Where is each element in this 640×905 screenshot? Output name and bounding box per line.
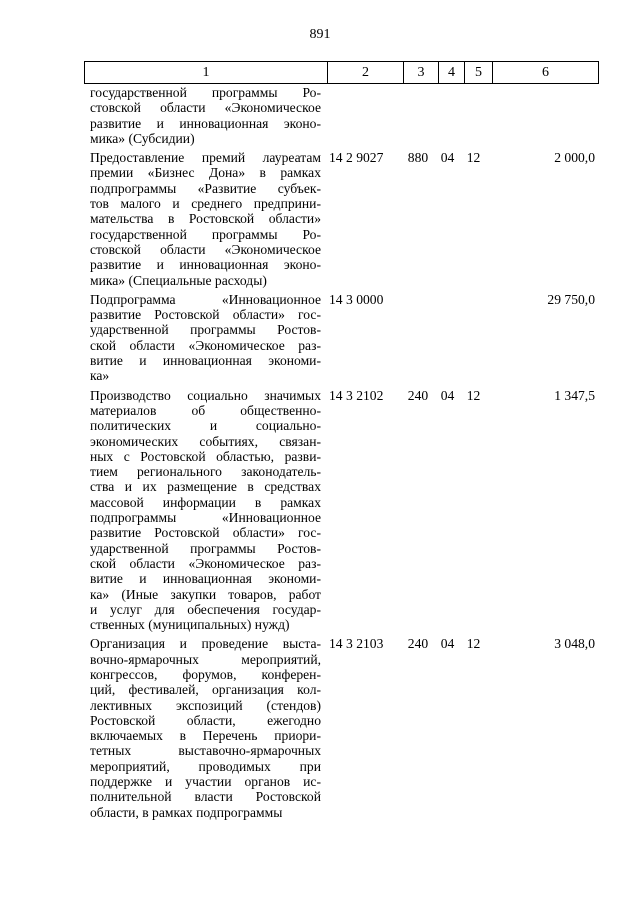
description-line: подпрограммы «Развитие субъек- [90,180,321,196]
table-row [84,636,599,820]
row-code: 14 3 0000 [329,291,384,307]
description-line: подпрограммы «Инновационное [90,510,321,526]
description-line: Подпрограмма «Инновационное [90,291,321,307]
description-line: Предоставление премий лауреатам [90,150,321,166]
description-line: полнительной власти Ростовской [90,789,321,805]
description-line: тием регионального законодатель- [90,464,321,480]
row-sum: 3 048,0 [554,636,595,652]
row-description [90,292,321,384]
description-line: области, в рамках подпрограммы [90,804,283,820]
header-col-1: 1 [202,65,210,80]
row-description [90,636,321,820]
description-line: стовской области «Экономическое [90,100,321,116]
table-row [84,292,599,384]
row-subsection: 12 [466,387,481,403]
description-line: Организация и проведение выста- [90,636,321,652]
description-line: ской области «Экономическое раз- [90,337,321,353]
header-col-2: 2 [327,62,403,83]
description-line: ка» [90,368,110,384]
row-expense-type: 240 [407,387,429,403]
row-description [90,85,321,146]
description-line: тов малого и среднего предприни- [90,196,321,212]
header-col-5: 5 [464,62,492,83]
description-line: мика» (Специальные расходы) [90,272,267,288]
description-line: материалов об общественно- [90,402,321,418]
description-line: Производство социально значимых [90,387,321,403]
header-col-3: 3 [403,62,438,83]
description-line: витие и инновационная экономи- [90,353,321,369]
description-line: премии «Бизнес Дона» в рамках [90,165,321,181]
description-line: мательства в Ростовской области» [90,211,321,227]
description-line: ской области «Экономическое раз- [90,555,321,571]
description-line: развитие и инновационная эконо- [90,115,321,131]
row-description [90,388,321,633]
table-row [84,85,599,146]
header-col-6: 6 [492,62,598,83]
row-subsection: 12 [466,150,481,166]
description-line: государственной программы Ро- [90,85,321,100]
table-row [84,388,599,633]
description-line: развитие Ростовской области» гос- [90,525,321,541]
description-line: вочно-ярмарочных мероприятий, [90,651,321,667]
description-line: политических и социально- [90,418,321,434]
description-line: стовской области «Экономическое [90,241,321,257]
description-line: мероприятий, проводимых при [90,758,321,774]
row-expense-type: 880 [407,150,429,166]
description-line: ударственной программы Ростов- [90,322,321,338]
row-section: 04 [440,387,455,403]
description-line: витие и инновационная экономи- [90,571,321,587]
description-line: развитие и инновационная эконо- [90,257,321,273]
table-row [84,150,599,288]
description-line: конгрессов, форумов, конферен- [90,666,321,682]
row-description [90,150,321,288]
description-line: включаемых в Перечень приори- [90,728,321,744]
description-line: тетных выставочно-ярмарочных [90,743,321,759]
row-section: 04 [440,150,455,166]
description-line: развитие Ростовской области» гос- [90,307,321,323]
table-body [84,85,599,824]
row-code: 14 3 2103 [329,636,384,652]
description-line: ций, фестивалей, организация кол- [90,682,321,698]
description-line: ства и их размещение в средствах [90,479,321,495]
row-code: 14 3 2102 [329,387,384,403]
description-line: ных с Ростовской областью, разви- [90,448,321,464]
description-line: ка» (Иные закупки товаров, работ [90,586,321,602]
header-col-4: 4 [438,62,464,83]
description-line: и услуг для обеспечения государ- [90,601,321,617]
row-section: 04 [440,636,455,652]
row-subsection: 12 [466,636,481,652]
row-sum: 1 347,5 [554,387,595,403]
description-line: лективных экспозиций (стендов) [90,697,321,713]
row-expense-type: 240 [407,636,429,652]
description-line: мика» (Субсидии) [90,130,195,146]
description-line: массовой информации в рамках [90,494,321,510]
description-line: поддержке и участии органов ис- [90,774,321,790]
row-sum: 2 000,0 [554,150,595,166]
table-header [84,61,599,84]
description-line: Ростовской области, ежегодно [90,712,321,728]
row-sum: 29 750,0 [547,291,595,307]
description-line: государственной программы Ро- [90,226,321,242]
description-line: ственных (муниципальных) нужд) [90,617,290,633]
description-line: экономических событиях, связан- [90,433,321,449]
description-line: ударственной программы Ростов- [90,540,321,556]
row-code: 14 2 9027 [329,150,384,166]
page-number: 891 [309,27,331,42]
